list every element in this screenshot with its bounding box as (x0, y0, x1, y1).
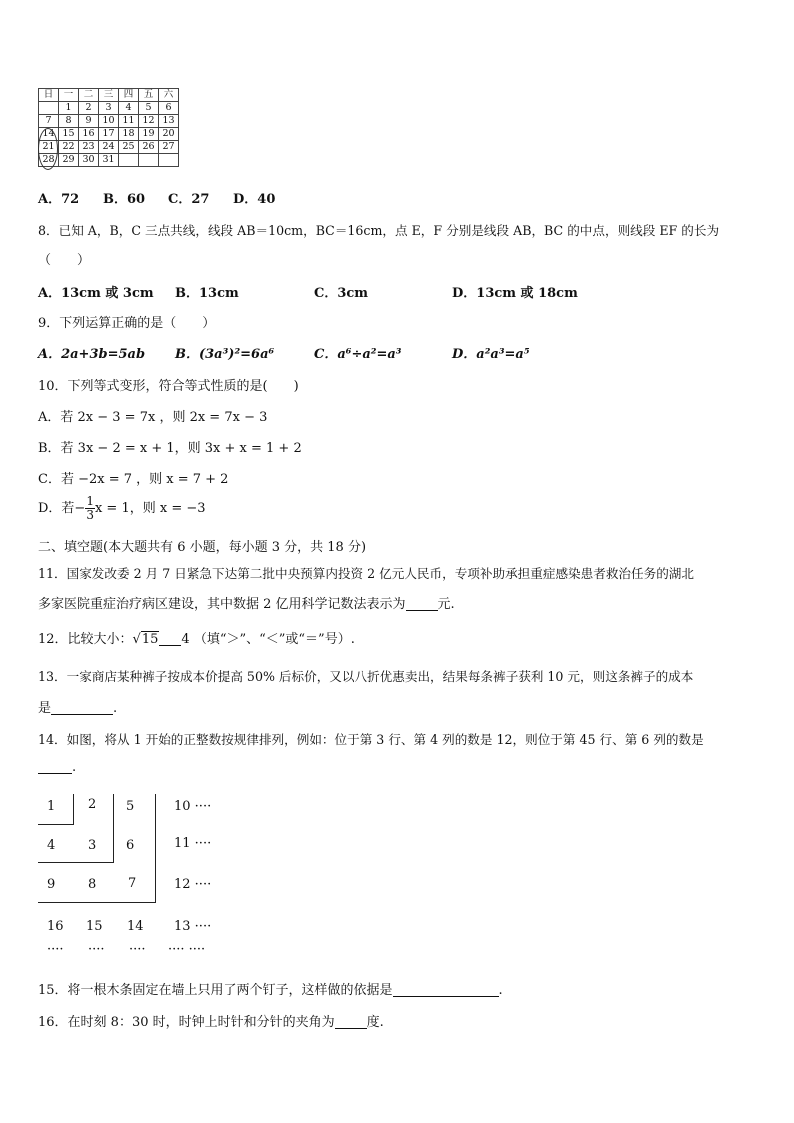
calendar-cell (39, 102, 59, 115)
calendar-cell: 9 (79, 115, 99, 128)
calendar-cell: 16 (79, 128, 99, 141)
figure-number: 4 (47, 838, 56, 853)
calendar-row (39, 141, 179, 154)
q10-d-suffix: x = 1，则 x = −3 (94, 501, 206, 516)
fraction (85, 495, 95, 522)
calendar-cell: 22 (59, 141, 79, 154)
number-arrangement-figure (38, 790, 238, 960)
q11-text: 多家医院重症治疗病区建设，其中数据 2 亿用科学记数法表示为 (38, 597, 406, 612)
answer-blank (406, 596, 438, 611)
figure-line (73, 794, 74, 825)
calendar-row (39, 102, 179, 115)
q16-text: 16．在时刻 8：30 时，时钟上时针和分针的夹角为 (38, 1015, 335, 1030)
q7-option-a: A．72 (38, 192, 80, 207)
q10-stem: 10．下列等式变形，符合等式性质的是( ) (38, 379, 299, 394)
figure-line (155, 794, 156, 903)
calendar-cell: 27 (159, 141, 179, 154)
figure-line (113, 794, 114, 863)
q8-stem: 8．已知 A，B，C 三点共线，线段 AB＝10cm，BC＝16cm，点 E，F 分别是线段 AB，BC 的中点，则线段 EF 的长为 (38, 223, 720, 238)
figure-number: 6 (126, 838, 135, 853)
figure-ellipsis: ···· ···· (168, 942, 206, 957)
q16-line (38, 1011, 384, 1030)
figure-number: 16 (47, 919, 64, 934)
q13-line2 (38, 697, 117, 716)
section-heading: 二、填空题(本大题共有 6 小题，每小题 3 分，共 18 分) (38, 540, 367, 555)
q8-option-c: C．3cm (314, 286, 369, 301)
q10-option-b: B．若 3x − 2 = x + 1，则 3x + x = 1 + 2 (38, 441, 302, 456)
figure-number: 15 (86, 919, 103, 934)
calendar-cell: 28 (39, 154, 59, 167)
calendar-cell: 13 (159, 115, 179, 128)
figure-number: 11 ···· (174, 836, 212, 851)
sqrt-radicand: 15 (141, 632, 159, 647)
calendar-header-cell: 六 (159, 89, 179, 102)
q10-option-c: C．若 −2x = 7 ，则 x = 7 + 2 (38, 472, 229, 487)
q7-option-c: C．27 (168, 192, 210, 207)
calendar-cell: 10 (99, 115, 119, 128)
answer-blank (393, 982, 499, 997)
calendar-cell: 8 (59, 115, 79, 128)
figure-number: 3 (88, 838, 97, 853)
calendar-header-cell: 三 (99, 89, 119, 102)
q8-paren: （ ） (38, 253, 91, 268)
figure-ellipsis: ···· (88, 942, 105, 957)
figure-number: 10 ···· (174, 799, 212, 814)
figure-number: 9 (47, 877, 56, 892)
figure-number: 7 (128, 876, 137, 891)
calendar-cell: 23 (79, 141, 99, 154)
q10-option-d (38, 495, 206, 522)
q13-end: . (113, 701, 118, 716)
q9-option-d: D．a²a³=a⁵ (452, 347, 530, 362)
calendar-cell: 7 (39, 115, 59, 128)
calendar-cell: 30 (79, 154, 99, 167)
q15-line (38, 979, 503, 998)
calendar-row (39, 128, 179, 141)
q11-line1: 11．国家发改委 2 月 7 日紧急下达第二批中央预算内投资 2 亿元人民币，专项补助承担重症感染患者救治任务的湖北 (38, 566, 694, 581)
calendar-header-cell: 日 (39, 89, 59, 102)
figure-line (38, 824, 74, 825)
sqrt-symbol: √ (132, 632, 141, 647)
figure-ellipsis: ···· (129, 942, 146, 957)
q14-line2 (38, 759, 76, 775)
calendar-cell: 19 (139, 128, 159, 141)
figure-number: 12 ···· (174, 877, 212, 892)
calendar-row (39, 154, 179, 167)
q10-d-prefix: D．若− (38, 501, 86, 516)
q12-prefix: 12．比较大小： (38, 632, 133, 647)
calendar-cell: 26 (139, 141, 159, 154)
calendar-cell: 6 (159, 102, 179, 115)
calendar-cell: 24 (99, 141, 119, 154)
figure-number: 14 (127, 919, 144, 934)
calendar-cell: 29 (59, 154, 79, 167)
calendar-cell: 15 (59, 128, 79, 141)
q14-end: . (72, 760, 77, 775)
q14-line1: 14．如图，将从 1 开始的正整数按规律排列，例如：位于第 3 行、第 4 列的数是 12，则位于第 45 行、第 6 列的数是 (38, 732, 704, 747)
q13-text: 是 (38, 701, 52, 716)
calendar-circle-mark (38, 128, 58, 170)
q15-end: . (498, 983, 503, 998)
figure-line (38, 902, 156, 903)
q8-option-a: A．13cm 或 3cm (38, 286, 154, 301)
calendar-cell: 5 (139, 102, 159, 115)
q13-line1: 13．一家商店某种裤子按成本价提高 50% 后标价，又以八折优惠卖出，结果每条裤子获利 10 元，则这条裤子的成本 (38, 669, 694, 684)
calendar-cell: 20 (159, 128, 179, 141)
q11-unit: 元. (437, 597, 455, 612)
fraction-numerator: 1 (86, 494, 94, 508)
fraction-denominator: 3 (86, 508, 94, 522)
calendar-cell: 2 (79, 102, 99, 115)
calendar-cell: 14 (39, 128, 59, 141)
calendar-cell: 11 (119, 115, 139, 128)
q9-option-c: C．a⁶÷a²=a³ (314, 347, 402, 362)
q9-stem: 9．下列运算正确的是（ ） (38, 316, 216, 331)
q8-option-b: B．13cm (175, 286, 239, 301)
calendar-header-cell: 一 (59, 89, 79, 102)
calendar-cell: 18 (119, 128, 139, 141)
q12-line (38, 628, 355, 647)
figure-number: 13 ···· (174, 919, 212, 934)
figure-number: 2 (88, 797, 97, 812)
q11-line2 (38, 593, 455, 612)
figure-number: 1 (47, 799, 56, 814)
calendar-cell: 1 (59, 102, 79, 115)
calendar-table (38, 88, 179, 167)
calendar-header-cell: 二 (79, 89, 99, 102)
calendar-row (39, 115, 179, 128)
figure-line (38, 862, 114, 863)
calendar-cell: 17 (99, 128, 119, 141)
answer-blank (335, 1014, 367, 1029)
q16-unit: 度. (366, 1015, 384, 1030)
calendar-header-cell: 五 (139, 89, 159, 102)
calendar-header-row (39, 89, 179, 102)
calendar-cell (119, 154, 139, 167)
q9-option-b: B．(3a³)²=6a⁶ (175, 347, 275, 362)
answer-blank (51, 700, 113, 715)
calendar-cell: 21 (39, 141, 59, 154)
q12-number: 4 (181, 632, 190, 647)
q7-option-d: D．40 (233, 192, 276, 207)
answer-blank (38, 759, 72, 774)
q9-option-a: A．2a+3b=5ab (38, 347, 146, 362)
calendar-cell (139, 154, 159, 167)
figure-number: 5 (126, 799, 135, 814)
answer-blank (159, 631, 181, 646)
q7-option-b: B．60 (103, 192, 146, 207)
figure-number: 8 (88, 877, 97, 892)
calendar-cell: 12 (139, 115, 159, 128)
figure-ellipsis: ···· (47, 942, 64, 957)
q8-option-d: D．13cm 或 18cm (452, 286, 578, 301)
q12-suffix: （填“＞”、“＜”或“＝”号）. (193, 632, 355, 647)
calendar-cell: 4 (119, 102, 139, 115)
calendar-cell: 3 (99, 102, 119, 115)
q15-text: 15．将一根木条固定在墙上只用了两个钉子，这样做的依据是 (38, 983, 393, 998)
calendar-cell: 31 (99, 154, 119, 167)
calendar-cell (159, 154, 179, 167)
q10-option-a: A．若 2x − 3 = 7x ，则 2x = 7x − 3 (38, 410, 268, 425)
calendar-cell: 25 (119, 141, 139, 154)
calendar-header-cell: 四 (119, 89, 139, 102)
